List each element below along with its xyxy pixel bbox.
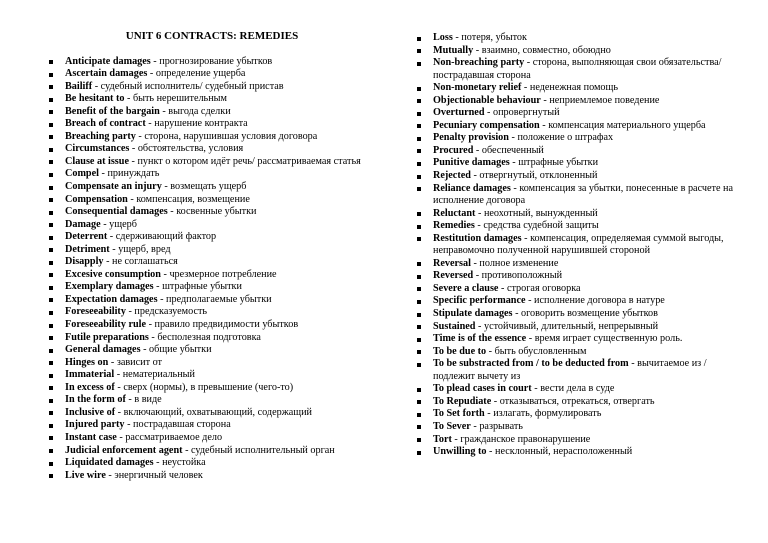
vocabulary-entry: Tort - гражданское правонарушение [416,434,738,447]
vocabulary-entry: Expectation damages - предполагаемые убытки [48,294,366,307]
vocabulary-entry: To Sever - разрывать [416,421,738,434]
entry-term: Unwilling to [433,446,487,458]
entry-definition: сторона, нарушившая условия договора [144,130,318,142]
entry-definition: обстоятельства, условия [137,143,244,155]
vocabulary-list-left [48,56,366,483]
entry-definition: устойчивый, длительный, непрерывный [483,320,659,332]
entry-term: Circumstances [65,143,130,155]
vocabulary-entry: Anticipate damages - прогнозирование убытков [48,56,366,69]
entry-definition: предполагаемые убытки [166,293,272,305]
vocabulary-list-right [416,32,738,459]
vocabulary-entry: Reversed - противоположный [416,270,738,283]
entry-definition: бесполезная подготовка [157,331,261,343]
vocabulary-entry: Detriment - ущерб, вред [48,244,366,257]
entry-term: Breaching party [65,130,136,142]
entry-definition: правило предвидимости убытков [154,319,299,331]
entry-term: Severe a clause [433,282,499,294]
entry-definition: штрафные убытки [162,281,242,293]
vocabulary-entry: Breach of contract - нарушение контракта [48,118,366,131]
vocabulary-entry: To be due to - быть обусловленным [416,346,738,359]
entry-definition: полное изменение [479,257,559,269]
entry-term: Specific performance [433,295,526,307]
vocabulary-entry: Immaterial - нематериальный [48,369,366,382]
vocabulary-entry: Non-monetary relief - неденежная помощь [416,82,738,95]
entry-term: Non-monetary relief [433,82,522,94]
entry-term: Deterrent [65,231,108,243]
entry-term: Compel [65,168,99,180]
entry-definition: включающий, охватывающий, содержащий [123,406,313,418]
entry-definition: судебный исполнитель/ судебный пристав [100,80,284,92]
entry-term: Rejected [433,170,471,182]
entry-definition: судебный исполнительный орган [191,444,335,456]
entry-definition: в виде [134,394,162,406]
entry-definition: нематериальный [122,369,195,381]
entry-definition: быть обусловленным [494,345,587,357]
vocabulary-entry: Compensate an injury - возмещать ущерб [48,181,366,194]
entry-term: Compensate an injury [65,181,162,193]
vocabulary-entry: Mutually - взаимно, совместно, обоюдно [416,45,738,58]
entry-term: Clause at issue [65,155,129,167]
entry-term: Expectation damages [65,293,158,305]
entry-definition: положение о штрафах [517,132,614,144]
entry-definition: компенсация за убытки, понесенные в расчете на исполнение договора [433,182,734,207]
entry-definition: сверх (нормы), в превышение (чего-то) [123,381,294,393]
entry-definition: компенсация, определяемая суммой выгоды, неправомочно полученной нарушившей стороной [433,232,724,257]
entry-definition: рассматриваемое дело [125,431,223,443]
entry-term: Inclusive of [65,406,116,418]
entry-term: To be substracted from / to be deducted from [433,358,629,370]
entry-term: Instant case [65,431,117,443]
entry-term: To Set forth [433,408,485,420]
vocabulary-entry: Ascertain damages - определение ущерба [48,68,366,81]
entry-term: Overturned [433,107,485,119]
vocabulary-entry: Instant case - рассматриваемое дело [48,432,366,445]
entry-definition: нарушение контракта [154,118,248,130]
vocabulary-entry: In the form of - в виде [48,394,366,407]
entry-term: Stipulate damages [433,308,513,320]
entry-term: Remedies [433,220,475,232]
entry-definition: косвенные убытки [176,206,257,218]
vocabulary-entry: Unwilling to - несклонный, нерасположенный [416,446,738,459]
entry-definition: ущерб [109,218,137,230]
vocabulary-entry: Non-breaching party - сторона, выполняющая свои обязательства/пострадавшая сторона [416,57,738,82]
entry-definition: неприемлемое поведение [549,94,660,106]
entry-definition: несклонный, нерасположенный [495,446,633,458]
vocabulary-entry: Excesive consumption - чрезмерное потребление [48,269,366,282]
entry-definition: штрафные убытки [518,157,599,169]
entry-term: Ascertain damages [65,68,148,80]
entry-term: Damage [65,218,101,230]
vocabulary-entry: Compensation - компенсация, возмещение [48,194,366,207]
entry-term: Excesive consumption [65,268,161,280]
vocabulary-entry: Bailiff - судебный исполнитель/ судебный пристав [48,81,366,94]
vocabulary-entry: Circumstances - обстоятельства, условия [48,143,366,156]
entry-term: Reliance damages [433,182,511,194]
vocabulary-entry: Overturned - опровергнутый [416,107,738,120]
entry-definition: чрезмерное потребление [169,268,277,280]
entry-definition: излагать, формулировать [493,408,602,420]
entry-definition: определение ущерба [155,68,246,80]
entry-definition: вычитаемое из / подлежит вычету из [433,358,707,382]
entry-term: Injured party [65,419,125,431]
entry-definition: сторона, выполняющая свои обязательства/пострадавшая сторона [433,57,722,81]
entry-term: Live wire [65,469,106,481]
entry-definition: энергичный человек [114,469,203,481]
entry-definition: возмещать ущерб [170,181,247,193]
entry-term: Benefit of the bargain [65,105,160,117]
entry-term: Mutually [433,44,474,56]
vocabulary-entry: Hinges on - зависит от [48,357,366,370]
vocabulary-entry: Reversal - полное изменение [416,258,738,271]
vocabulary-entry: Reliance damages - компенсация за убытки, понесенные в расчете на исполнение договора [416,183,738,208]
entry-term: Pecuniary compensation [433,119,540,131]
entry-term: To Repudiate [433,395,492,407]
vocabulary-entry: Injured party - пострадавшая сторона [48,419,366,432]
entry-definition: зависит от [116,356,163,368]
entry-definition: быть нерешительным [132,93,227,105]
entry-definition: неденежная помощь [529,82,619,94]
entry-definition: вести дела в суде [540,383,615,395]
entry-definition: неохотный, вынужденный [483,207,598,219]
entry-term: Penalty provision [433,132,509,144]
entry-term: Procured [433,144,474,156]
vocabulary-entry: Remedies - средства судебной защиты [416,220,738,233]
vocabulary-entry: Specific performance - исполнение договора в натуре [416,295,738,308]
entry-term: To plead cases in court [433,383,532,395]
entry-definition: сдерживающий фактор [115,231,217,243]
entry-definition: неустойка [162,457,206,469]
entry-term: Punitive damages [433,157,510,169]
entry-term: Futile preparations [65,331,149,343]
vocabulary-entry: Futile preparations - бесполезная подготовка [48,332,366,345]
entry-term: Tort [433,433,452,445]
entry-term: Detriment [65,243,110,255]
vocabulary-entry: Loss - потеря, убыток [416,32,738,45]
entry-term: Liquidated damages [65,457,154,469]
entry-definition: взаимно, совместно, обоюдно [481,44,611,56]
entry-term: Time is of the essence [433,333,527,345]
entry-definition: потеря, убыток [461,32,527,43]
entry-term: Compensation [65,193,128,205]
vocabulary-entry: Procured - обеспеченный [416,145,738,158]
vocabulary-entry: Deterrent - сдерживающий фактор [48,231,366,244]
vocabulary-entry: Exemplary damages - штрафные убытки [48,281,366,294]
vocabulary-entry: Severe a clause - строгая оговорка [416,283,738,296]
vocabulary-entry: Damage - ущерб [48,219,366,232]
entry-definition: общие убытки [149,344,212,356]
entry-term: Restitution damages [433,232,522,244]
entry-term: Breach of contract [65,118,146,130]
vocabulary-entry: Reluctant - неохотный, вынужденный [416,208,738,221]
entry-definition: исполнение договора в натуре [534,295,665,307]
vocabulary-entry: Disapply - не соглашаться [48,256,366,269]
entry-definition: выгода сделки [168,105,231,117]
entry-definition: не соглашаться [112,256,178,268]
entry-term: Consequential damages [65,206,168,218]
vocabulary-entry: Breaching party - сторона, нарушившая условия договора [48,131,366,144]
entry-definition: отказываться, отрекаться, отвергать [499,395,655,407]
vocabulary-entry: Compel - принуждать [48,168,366,181]
entry-definition: разрывать [479,420,523,432]
entry-term: Foreseeability rule [65,319,147,331]
vocabulary-entry: Judicial enforcement agent - судебный исполнительный орган [48,445,366,458]
entry-term: Judicial enforcement agent [65,444,183,456]
vocabulary-entry: Clause at issue - пункт о котором идёт речь/ рассматриваемая статья [48,156,366,169]
vocabulary-entry: To plead cases in court - вести дела в суде [416,383,738,396]
entry-term: Bailiff [65,80,93,92]
entry-term: Be hesitant to [65,93,125,105]
entry-definition: время играет существенную роль. [534,333,683,345]
vocabulary-entry: Foreseeability rule - правило предвидимости убытков [48,319,366,332]
entry-term: In excess of [65,381,115,393]
entry-term: Disapply [65,256,104,268]
vocabulary-entry: To Set forth - излагать, формулировать [416,408,738,421]
entry-definition: предсказуемость [134,306,208,318]
entry-definition: ущерб, вред [118,243,171,255]
entry-term: Reversal [433,257,471,269]
entry-term: Hinges on [65,356,109,368]
entry-term: General damages [65,344,141,356]
entry-term: Objectionable behaviour [433,94,541,106]
right-column [416,32,738,459]
entry-term: In the form of [65,394,126,406]
entry-definition: средства судебной защиты [483,220,599,232]
vocabulary-entry: Restitution damages - компенсация, определяемая суммой выгоды, неправомочно полученной нарушившей стороной [416,233,738,258]
vocabulary-entry: Foreseeability - предсказуемость [48,306,366,319]
entry-definition: отвергнутый, отклоненный [479,170,598,182]
left-column [48,30,366,482]
entry-term: Anticipate damages [65,55,151,67]
vocabulary-entry: To be substracted from / to be deducted from - вычитаемое из / подлежит вычету из [416,358,738,383]
entry-term: Reversed [433,270,474,282]
vocabulary-entry: Inclusive of - включающий, охватывающий, содержащий [48,407,366,420]
vocabulary-entry: Live wire - энергичный человек [48,470,366,483]
entry-term: Non-breaching party [433,57,525,69]
vocabulary-entry: Penalty provision - положение о штрафах [416,132,738,145]
document-title: UNIT 6 CONTRACTS: REMEDIES [125,30,299,42]
entry-definition: противоположный [481,270,563,282]
entry-definition: принуждать [107,168,160,180]
vocabulary-entry: Pecuniary compensation - компенсация материального ущерба [416,120,738,133]
vocabulary-entry: Objectionable behaviour - неприемлемое поведение [416,95,738,108]
vocabulary-entry: To Repudiate - отказываться, отрекаться, отвергать [416,396,738,409]
entry-term: Sustained [433,320,476,332]
entry-definition: гражданское правонарушение [460,433,591,445]
entry-definition: пострадавшая сторона [133,419,231,431]
vocabulary-entry: Punitive damages - штрафные убытки [416,157,738,170]
entry-term: Exemplary damages [65,281,154,293]
vocabulary-entry: Be hesitant to - быть нерешительным [48,93,366,106]
entry-definition: компенсация, возмещение [136,193,250,205]
vocabulary-entry: Consequential damages - косвенные убытки [48,206,366,219]
entry-term: Reluctant [433,207,476,219]
vocabulary-entry: Sustained - устойчивый, длительный, непрерывный [416,321,738,334]
entry-definition: оговорить возмещение убытков [521,308,658,320]
vocabulary-entry: Liquidated damages - неустойка [48,457,366,470]
vocabulary-entry: Stipulate damages - оговорить возмещение убытков [416,308,738,321]
vocabulary-entry: Rejected - отвергнутый, отклоненный [416,170,738,183]
entry-definition: компенсация материального ущерба [548,119,706,131]
entry-definition: пункт о котором идёт речь/ рассматриваемая статья [137,155,361,167]
entry-definition: прогнозирование убытков [159,55,273,67]
entry-term: Foreseeability [65,306,126,318]
vocabulary-entry: General damages - общие убытки [48,344,366,357]
entry-definition: обеспеченный [481,144,544,156]
entry-term: To be due to [433,345,487,357]
vocabulary-entry: Benefit of the bargain - выгода сделки [48,106,366,119]
entry-term: To Sever [433,420,471,432]
entry-term: Immaterial [65,369,115,381]
entry-term: Loss [433,32,453,43]
vocabulary-entry: In excess of - сверх (нормы), в превышение (чего-то) [48,382,366,395]
entry-definition: строгая оговорка [506,282,581,294]
vocabulary-entry: Time is of the essence - время играет существенную роль. [416,333,738,346]
entry-definition: опровергнутый [493,107,560,119]
